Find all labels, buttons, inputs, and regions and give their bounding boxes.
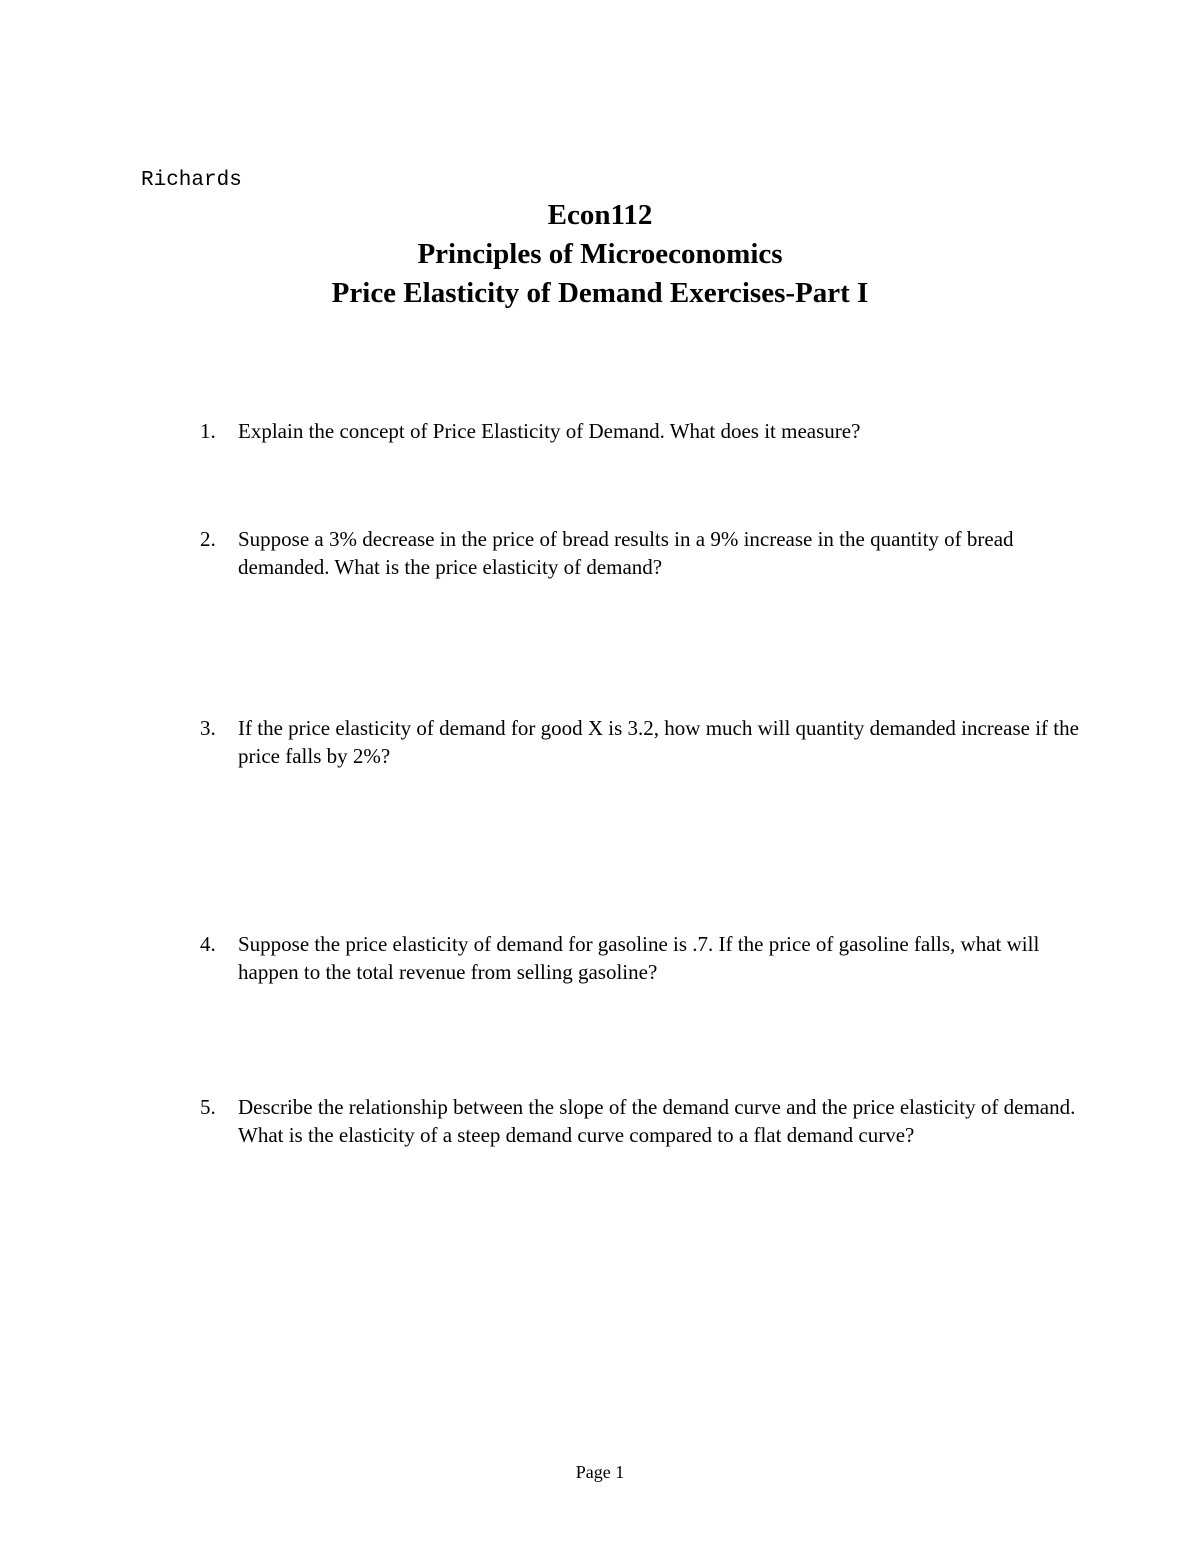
question-1 <box>200 417 1080 445</box>
question-text: Suppose the price elasticity of demand for gasoline is .7. If the price of gasoline falls, what will happen to the total revenue from selling gasoline? <box>238 932 1040 984</box>
assignment-title: Price Elasticity of Demand Exercises-Part I <box>331 277 869 309</box>
question-4 <box>200 930 1080 986</box>
course-title: Principles of Microeconomics <box>417 238 783 270</box>
question-text: Describe the relationship between the slope of the demand curve and the price elasticity of demand. What is the elasticity of a steep demand curve compared to a flat demand curve? <box>238 1095 1076 1147</box>
question-2 <box>200 525 1080 581</box>
page-number: Page 1 <box>575 1462 625 1482</box>
question-text: Explain the concept of Price Elasticity of Demand. What does it measure? <box>238 419 861 443</box>
document-title <box>0 196 1200 313</box>
question-number: 3. <box>200 716 216 740</box>
author-name: Richards <box>141 169 242 192</box>
question-number: 1. <box>200 419 216 443</box>
course-code: Econ112 <box>547 199 653 231</box>
question-number: 5. <box>200 1095 216 1119</box>
question-text: If the price elasticity of demand for good X is 3.2, how much will quantity demanded increase if the price falls by 2%? <box>238 716 1079 768</box>
question-text: Suppose a 3% decrease in the price of bread results in a 9% increase in the quantity of bread demanded. What is the price elasticity of demand? <box>238 527 1014 579</box>
question-number: 4. <box>200 932 216 956</box>
question-5 <box>200 1093 1080 1149</box>
question-3 <box>200 714 1080 770</box>
question-number: 2. <box>200 527 216 551</box>
